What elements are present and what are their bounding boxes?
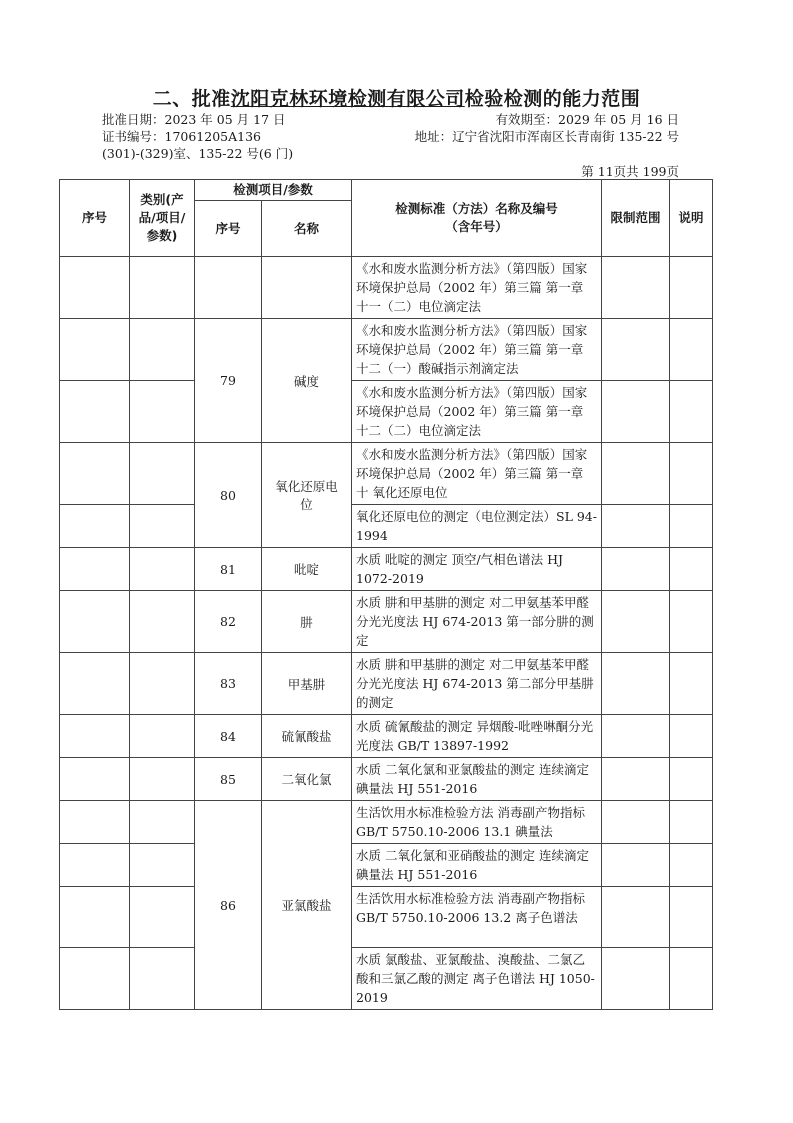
header-category: 类别(产品/项目/参数) — [130, 180, 195, 257]
item-number: 82 — [195, 591, 262, 653]
table-row — [60, 653, 713, 715]
table-row — [60, 715, 713, 758]
standard-cell: 水质 肼和甲基肼的测定 对二甲氨基苯甲醛分光光度法 HJ 674-2013 第二部分甲基肼的测定 — [352, 653, 602, 715]
certificate-number: 证书编号：17061205A136 — [102, 129, 262, 144]
table-row — [60, 591, 713, 653]
standard-cell: 氧化还原电位的测定（电位测定法）SL 94-1994 — [352, 505, 602, 548]
page-info: 第 11页共 199页 — [581, 164, 679, 179]
standard-cell: 《水和废水监测分析方法》（第四版）国家环境保护总局（2002 年）第三篇 第一章 十一（二）电位滴定法 — [352, 257, 602, 319]
item-number: 80 — [195, 443, 262, 548]
table-row — [60, 948, 713, 1010]
table-row — [60, 443, 713, 505]
standard-cell: 水质 硫氰酸盐的测定 异烟酸-吡唑啉酮分光光度法 GB/T 13897-1992 — [352, 715, 602, 758]
item-name: 甲基肼 — [262, 653, 352, 715]
standard-cell: 水质 吡啶的测定 顶空/气相色谱法 HJ 1072-2019 — [352, 548, 602, 591]
title-suffix: 检验检测的能力范围 — [464, 88, 641, 110]
title-prefix: 二、批准 — [152, 88, 231, 110]
standard-cell: 水质 氯酸盐、亚氯酸盐、溴酸盐、二氯乙酸和三氯乙酸的测定 离子色谱法 HJ 1050-2019 — [352, 948, 602, 1010]
table-row — [60, 801, 713, 844]
capability-table — [59, 179, 713, 1010]
table-row — [60, 319, 713, 381]
item-name: 二氧化氯 — [262, 758, 352, 801]
header-standard: 检测标准（方法）名称及编号（含年号） — [352, 180, 602, 257]
header-limit: 限制范围 — [602, 180, 670, 257]
item-name: 硫氰酸盐 — [262, 715, 352, 758]
header-seq: 序号 — [60, 180, 130, 257]
item-number: 81 — [195, 548, 262, 591]
table-row — [60, 844, 713, 887]
standard-cell: 《水和废水监测分析方法》（第四版）国家环境保护总局（2002 年）第三篇 第一章 十二（一）酸碱指示剂滴定法 — [352, 319, 602, 381]
table-row — [60, 887, 713, 948]
item-name: 吡啶 — [262, 548, 352, 591]
table-row — [60, 505, 713, 548]
item-name — [262, 257, 352, 319]
item-number: 86 — [195, 801, 262, 1010]
item-number: 85 — [195, 758, 262, 801]
page-title — [0, 84, 793, 111]
approval-date: 批准日期：2023 年 05 月 17 日 — [102, 112, 286, 127]
header-item-name: 名称 — [262, 201, 352, 257]
header-item-group: 检测项目/参数 — [195, 180, 352, 201]
table-row — [60, 257, 713, 319]
standard-cell: 水质 肼和甲基肼的测定 对二甲氨基苯甲醛分光光度法 HJ 674-2013 第一部分肼的测定 — [352, 591, 602, 653]
standard-cell: 水质 二氧化氯和亚硝酸盐的测定 连续滴定碘量法 HJ 551-2016 — [352, 844, 602, 887]
standard-cell: 《水和废水监测分析方法》（第四版）国家环境保护总局（2002 年）第三篇 第一章 十二（二）电位滴定法 — [352, 381, 602, 443]
standard-cell: 生活饮用水标准检验方法 消毒副产物指标 GB/T 5750.10-2006 13.2 离子色谱法 — [352, 887, 602, 948]
standard-cell: 水质 二氧化氯和亚氯酸盐的测定 连续滴定碘量法 HJ 551-2016 — [352, 758, 602, 801]
item-name: 氧化还原电位 — [262, 443, 352, 548]
item-number: 83 — [195, 653, 262, 715]
item-name: 碱度 — [262, 319, 352, 443]
address: 地址：辽宁省沈阳市浑南区长青南街 135-22 号 — [414, 129, 679, 144]
standard-cell: 生活饮用水标准检验方法 消毒副产物指标 GB/T 5750.10-2006 13.1 碘量法 — [352, 801, 602, 844]
item-name: 亚氯酸盐 — [262, 801, 352, 1010]
table-row — [60, 758, 713, 801]
item-number — [195, 257, 262, 319]
item-name: 肼 — [262, 591, 352, 653]
standard-cell: 《水和废水监测分析方法》（第四版）国家环境保护总局（2002 年）第三篇 第一章 十 氧化还原电位 — [352, 443, 602, 505]
header-note: 说明 — [670, 180, 713, 257]
valid-until: 有效期至：2029 年 05 月 16 日 — [495, 112, 679, 127]
table-row — [60, 381, 713, 443]
item-number: 84 — [195, 715, 262, 758]
item-number: 79 — [195, 319, 262, 443]
org-name: 沈阳克林环境检测有限公司 — [230, 88, 465, 110]
address-line-2: (301)-(329)室、135-22 号(6 门) — [102, 146, 294, 161]
header-item-seq: 序号 — [195, 201, 262, 257]
table-row — [60, 548, 713, 591]
